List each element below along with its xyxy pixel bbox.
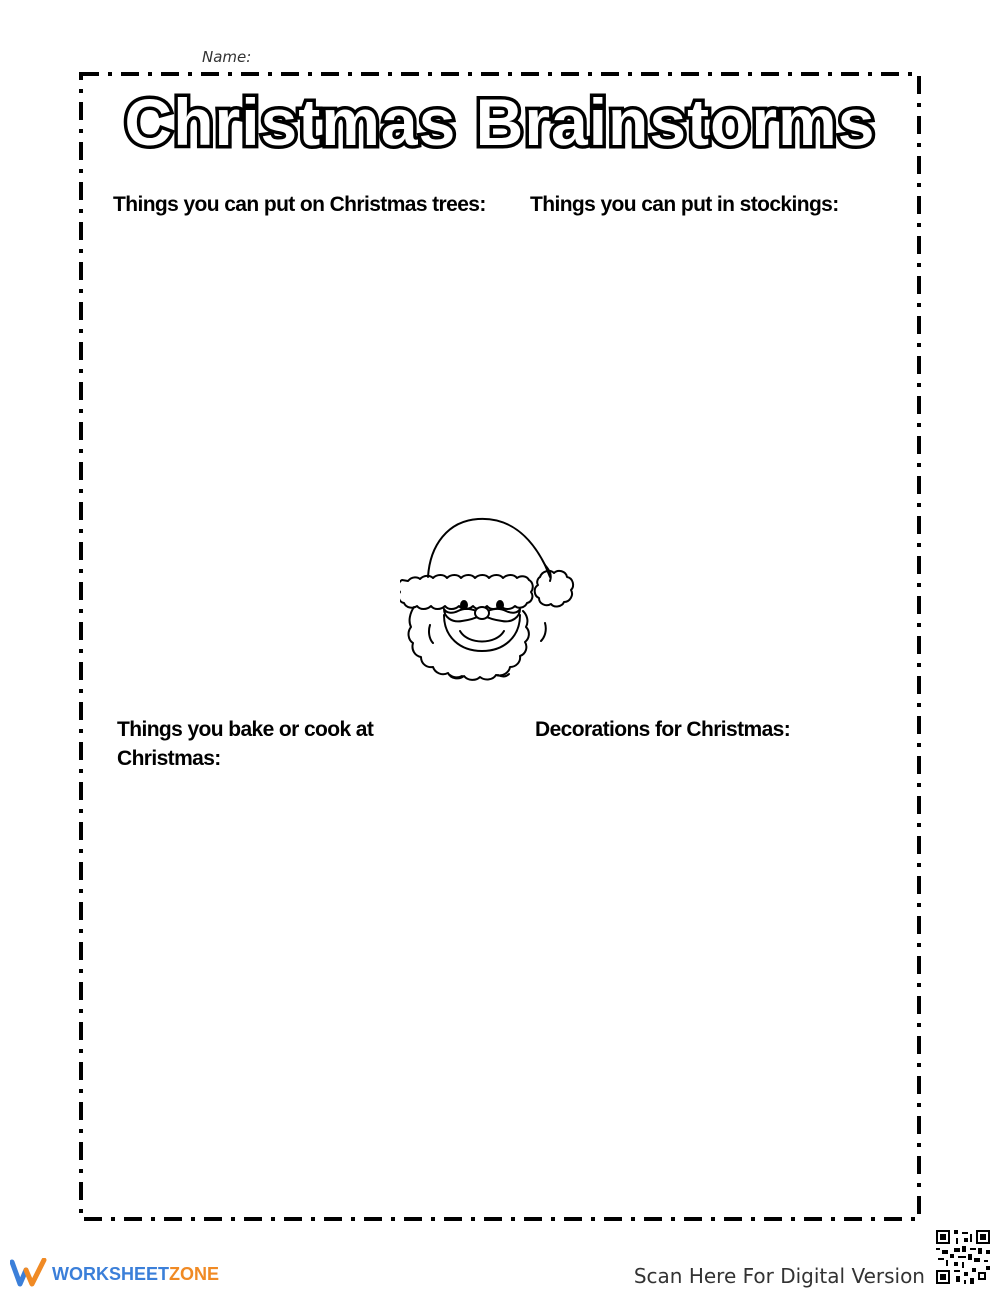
name-label: Name: <box>202 48 252 66</box>
scan-text: Scan Here For Digital Version <box>633 1264 925 1288</box>
worksheetzone-logo-icon <box>10 1258 50 1288</box>
prompt-bake-cook: Things you bake or cook at Christmas: <box>117 718 374 770</box>
santa-face-icon <box>400 515 585 700</box>
prompt-christmas-trees: Things you can put on Christmas trees: <box>113 193 486 216</box>
prompt-decorations: Decorations for Christmas: <box>535 718 791 741</box>
brand-part2: ZONE <box>169 1264 220 1284</box>
prompt-stockings: Things you can put in stockings: <box>530 193 839 216</box>
brand-part1: WORKSHEET <box>52 1264 169 1284</box>
brand-name <box>52 1264 219 1285</box>
page-title: Christmas Brainstorms <box>124 85 876 159</box>
qr-code-icon[interactable] <box>934 1228 992 1286</box>
